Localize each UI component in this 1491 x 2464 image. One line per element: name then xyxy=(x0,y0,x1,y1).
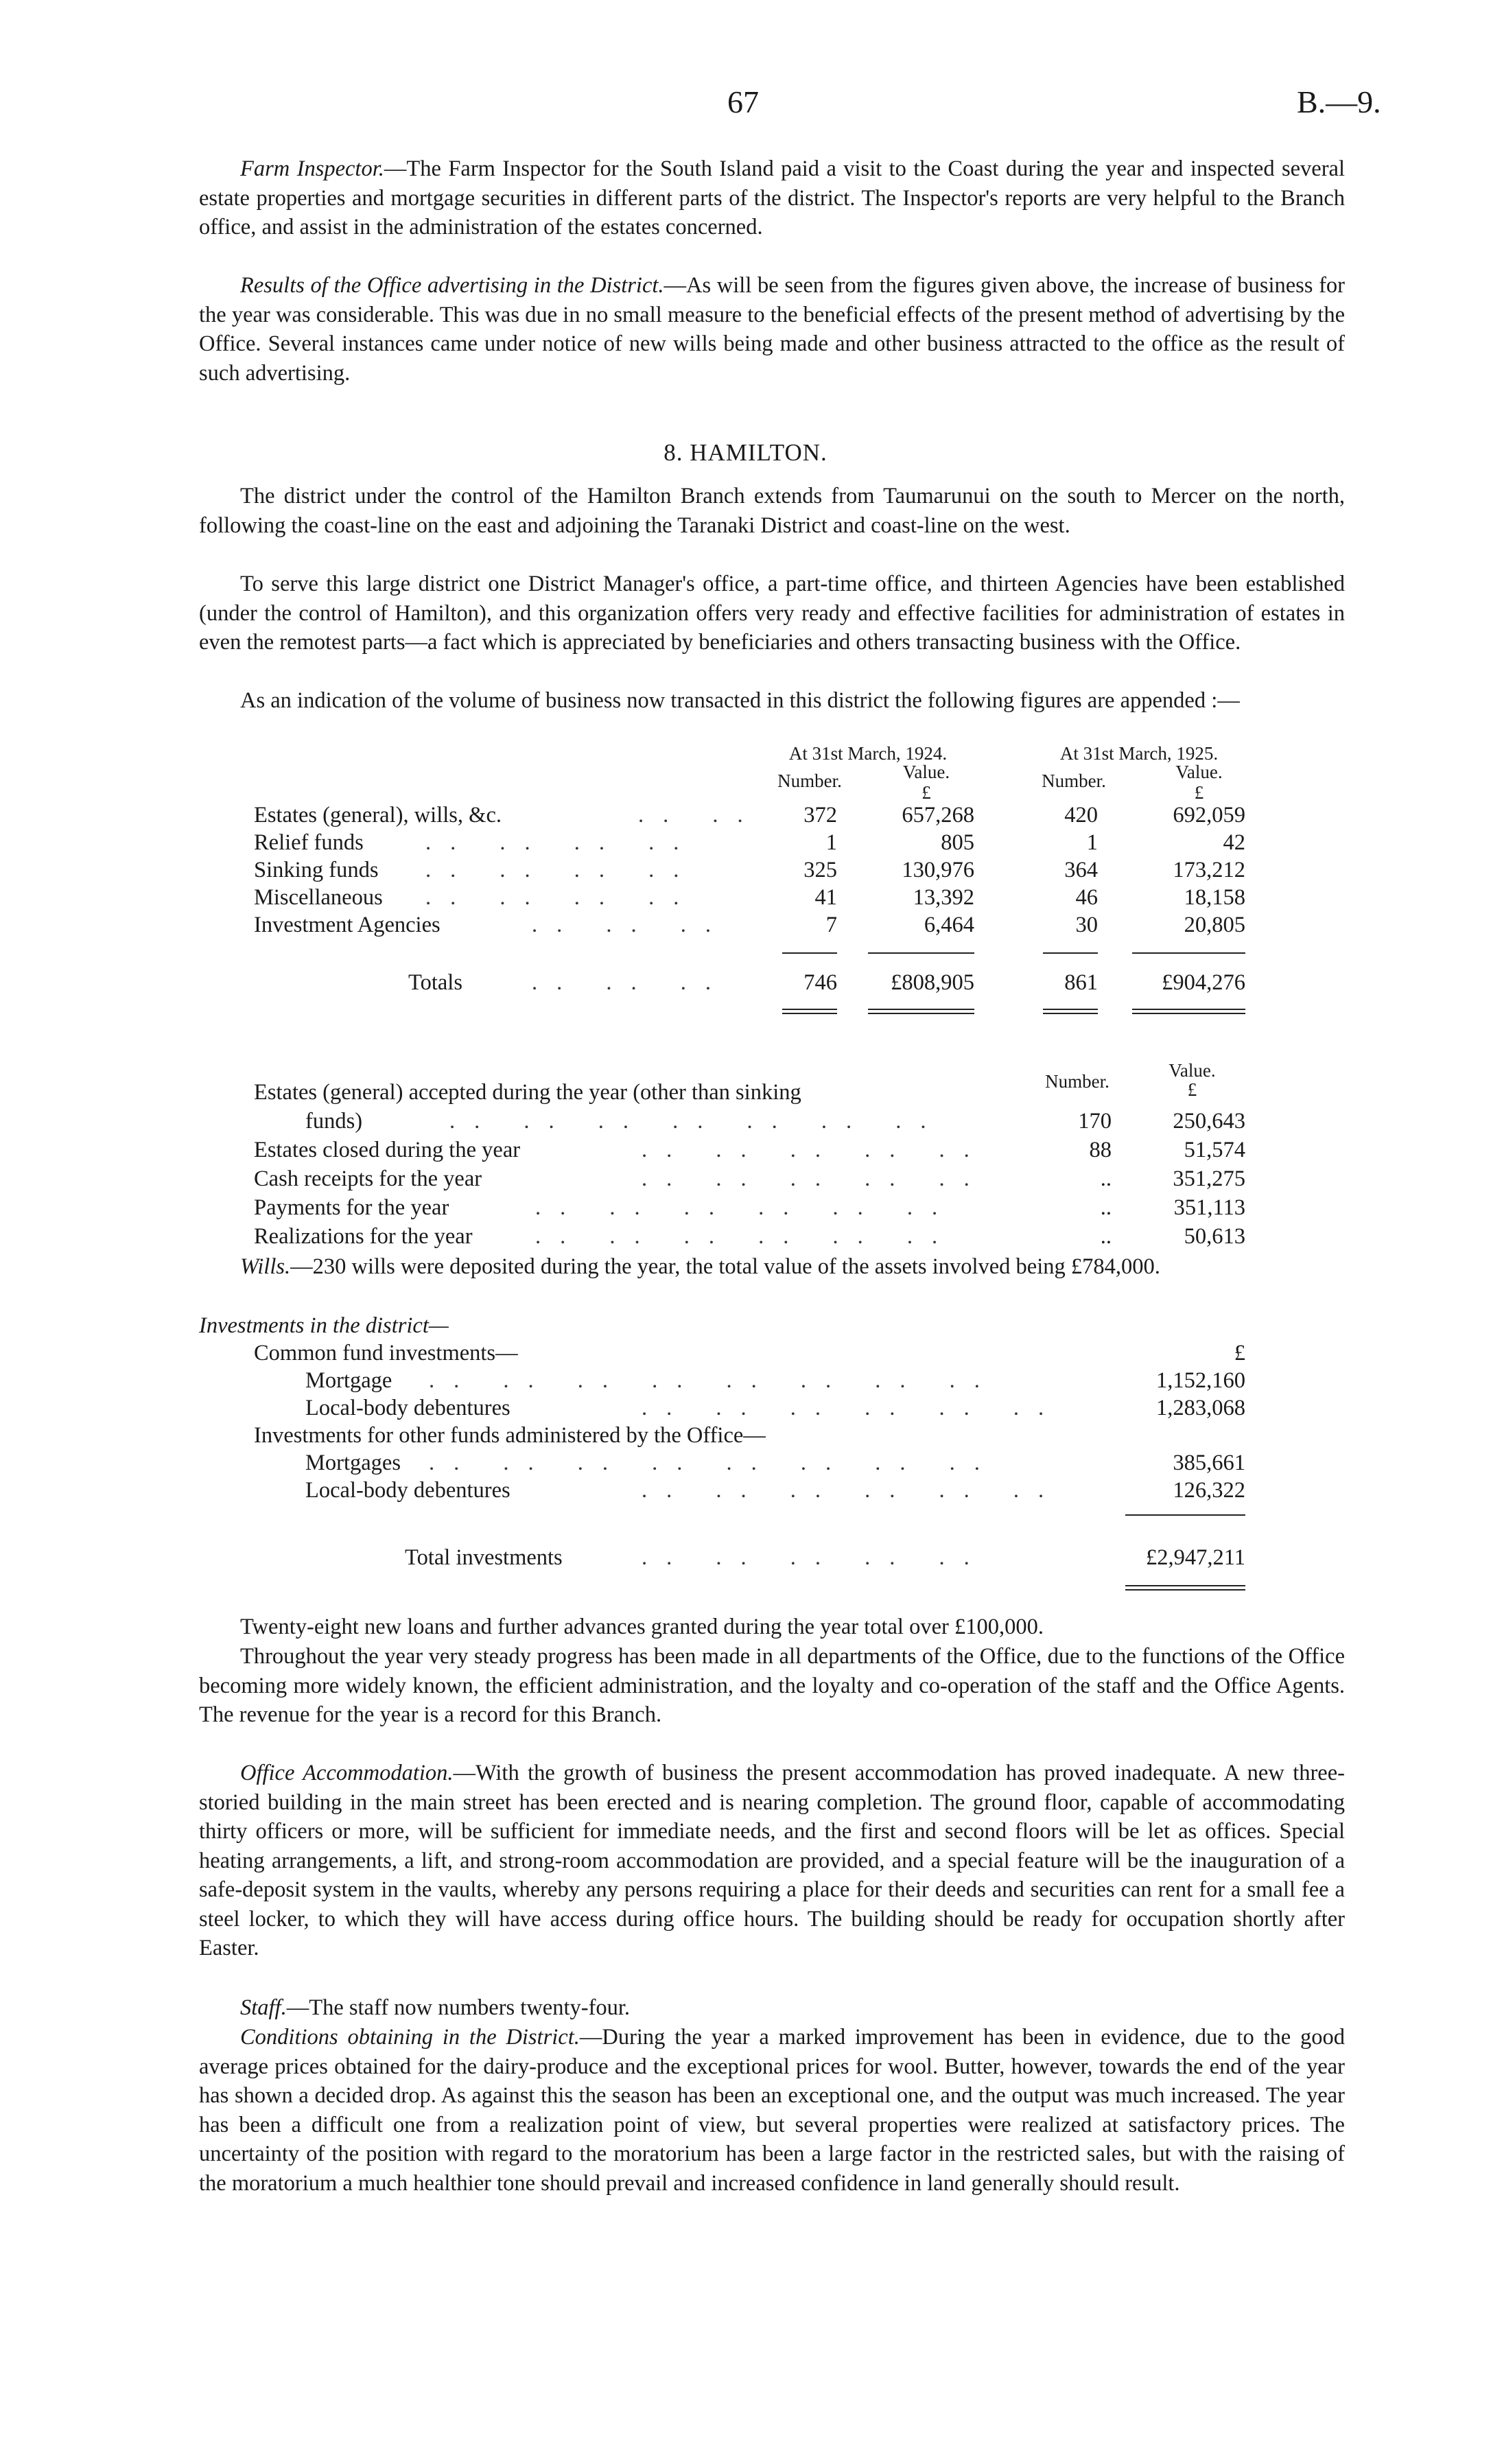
paragraph-text: Twenty-eight new loans and further advances granted during the year total over £100,000. xyxy=(240,1615,1044,1639)
section-heading: 8. HAMILTON. xyxy=(664,439,827,466)
number-1924: 325 xyxy=(803,858,837,882)
value-1925: 173,212 xyxy=(1173,858,1245,882)
total-value-1924: £808,905 xyxy=(891,970,974,995)
paragraph-text: —During the year a marked improvement has been in evidence, due to the good average prices obtained for the dairy-produce and the exceptional prices for wool. Butter, however, towards the end of the year has shown a decided drop. As against this the season has been an exceptional one, and the output was much increased. The year has been a difficult one from a realization point of view, but several properties were realized at satisfactory prices. The uncertainty of the position with regard to the moratorium has been a large factor in the restricted sales, but with the raising of the moratorium a much healthier tone should prevail and increased confidence in land generally should result. xyxy=(199,2025,1345,2196)
leader-dots: .. .. .. xyxy=(532,913,730,937)
total-number-1925: 861 xyxy=(1064,970,1098,995)
leader-dots: .. .. .. .. xyxy=(425,858,698,882)
number-header-1924: Number. xyxy=(777,771,842,791)
row-label: Cash receipts for the year xyxy=(254,1166,482,1191)
row-value: 385,661 xyxy=(1173,1451,1245,1475)
number-1925: 46 xyxy=(1075,885,1098,910)
district-paragraph-2: To serve this large district one District Manager's office, a part-time office, and thirteen Agencies have been established (under the control of Hamilton), and this organization offers very ready and effective facilities for administration of estates in even the remotest parts—a fact which is appreciated by beneficiaries and others transacting business with the Office. xyxy=(199,572,1345,655)
period-1925-header: At 31st March, 1925. xyxy=(1059,743,1219,764)
row-label: Sinking funds xyxy=(254,858,379,882)
leader-dots: .. .. xyxy=(638,803,762,828)
number-header-1925: Number. xyxy=(1042,771,1106,791)
currency-1925: £ xyxy=(1194,782,1204,803)
value-1924: 130,976 xyxy=(902,858,974,882)
leader-dots: .. .. .. .. .. .. xyxy=(535,1224,957,1249)
row-label: Mortgage xyxy=(305,1368,392,1393)
row-value: 351,113 xyxy=(1173,1195,1245,1220)
value-1924: 13,392 xyxy=(913,885,974,910)
paragraph-text: —As will be seen from the figures given above, the increase of business for the year was considerable. This was due in no small measure to the beneficial effects of the present method of advertising by the Office. Several instances came under notice of new wills being made and other business attracted to the office as the result of such advertising. xyxy=(199,273,1345,386)
leader-dots: .. .. .. .. .. xyxy=(642,1545,989,1570)
number-1925: 30 xyxy=(1075,913,1098,937)
farm-inspector-paragraph xyxy=(199,154,1345,242)
value-1924: 805 xyxy=(941,830,974,855)
row-number: .. xyxy=(1100,1224,1112,1249)
row-label: Mortgages xyxy=(305,1451,401,1475)
paragraph-lead: Results of the Office advertising in the District. xyxy=(240,273,664,298)
subtotal-rule xyxy=(1132,952,1245,954)
row-value: 1,283,068 xyxy=(1156,1396,1245,1420)
total-double-rule xyxy=(1043,1009,1098,1014)
subtotal-rule xyxy=(1125,1514,1245,1516)
value-1925: 18,158 xyxy=(1184,885,1245,910)
row-label: Miscellaneous xyxy=(254,885,383,910)
number-1924: 7 xyxy=(825,913,837,937)
value-header: Value. xyxy=(1169,1060,1216,1081)
total-number-1924: 746 xyxy=(803,970,837,995)
row-label-continued: funds) xyxy=(305,1109,363,1134)
row-value: 51,574 xyxy=(1184,1138,1245,1162)
common-fund-heading: Common fund investments— xyxy=(254,1341,518,1365)
office-accommodation-paragraph xyxy=(199,1759,1345,1963)
district-paragraph-1: The district under the control of the Hamilton Branch extends from Taumarunui on the south to Mercer on the north, following the coast-line on the east and adjoining the Taranaki District and coast-line on the west. xyxy=(199,484,1345,538)
value-header-1924: Value. xyxy=(902,762,950,782)
total-investments-value: £2,947,211 xyxy=(1145,1545,1245,1570)
loans-paragraph xyxy=(199,1612,1345,1642)
number-1925: 364 xyxy=(1064,858,1098,882)
leader-dots: .. .. .. xyxy=(532,970,730,995)
value-header-1925: Value. xyxy=(1175,762,1223,782)
paragraph-lead: Staff. xyxy=(240,1995,287,2020)
value-1925: 20,805 xyxy=(1184,913,1245,937)
staff-paragraph xyxy=(199,1993,1345,2023)
leader-dots: .. .. .. .. xyxy=(425,830,698,855)
row-value: 126,322 xyxy=(1173,1478,1245,1503)
row-number: 88 xyxy=(1089,1138,1112,1162)
leader-dots: .. .. .. .. .. .. xyxy=(535,1195,957,1220)
investments-title: Investments in the district— xyxy=(199,1313,449,1338)
advertising-paragraph xyxy=(199,271,1345,388)
total-investments-label: Total investments xyxy=(405,1545,563,1570)
row-label: Payments for the year xyxy=(254,1195,449,1220)
period-1924-header: At 31st March, 1924. xyxy=(788,743,948,764)
row-value: 250,643 xyxy=(1173,1109,1245,1134)
leader-dots: .. .. .. .. .. xyxy=(642,1166,989,1191)
row-value: 1,152,160 xyxy=(1156,1368,1245,1393)
district-paragraph-3: As an indication of the volume of business now transacted in this district the following figures are appended :— xyxy=(240,688,1240,713)
paragraph-lead: Office Accommodation. xyxy=(240,1761,454,1785)
currency-1924: £ xyxy=(921,782,931,803)
leader-dots: .. .. .. .. .. .. .. .. xyxy=(429,1368,999,1393)
number-1925: 1 xyxy=(1086,830,1098,855)
paragraph-text: —With the growth of business the present accommodation has proved inadequate. A new three-storied building in the main street has been erected and is nearing completion. The ground floor, capable of accommodating thirty officers or more, will be sufficient for immediate needs, and the first and second floors will be let as offices. Special heating arrangements, a lift, and strong-room accommodation are provided, and a special feature will be the inauguration of a safe-deposit system in the vaults, whereby any persons requiring a place for their deeds and securities can rent for a small fee a steel locker, to which they will have access during office hours. The building should be ready for occupation shortly after Easter. xyxy=(199,1761,1345,1960)
paragraph-text: Throughout the year very steady progress has been made in all departments of the Office, due to the functions of the Office becoming more widely known, the efficient administration, and the loyalty and co-operation of the staff and the Office Agents. The revenue for the year is a record for this Branch. xyxy=(199,1644,1345,1727)
total-value-1925: £904,276 xyxy=(1162,970,1245,995)
totals-label: Totals xyxy=(408,970,462,995)
value-1925: 692,059 xyxy=(1173,803,1245,828)
row-label: Investment Agencies xyxy=(254,913,441,937)
paragraph-lead: Wills. xyxy=(240,1254,291,1279)
paragraph-lead: Farm Inspector. xyxy=(240,156,384,181)
leader-dots: .. .. .. .. .. .. .. .. xyxy=(429,1451,999,1475)
row-value: 351,275 xyxy=(1173,1166,1245,1191)
row-number: .. xyxy=(1100,1166,1112,1191)
progress-paragraph xyxy=(199,1642,1345,1730)
leader-dots: .. .. .. .. .. .. xyxy=(642,1396,1064,1420)
currency: £ xyxy=(1234,1341,1245,1365)
value-1924: 657,268 xyxy=(902,803,974,828)
currency: £ xyxy=(1187,1079,1197,1100)
paragraph-text: —230 wills were deposited during the year, the total value of the assets involved being £784,000. xyxy=(290,1254,1160,1279)
row-label: Local-body debentures xyxy=(305,1396,510,1420)
row-label: Relief funds xyxy=(254,830,364,855)
conditions-paragraph xyxy=(199,2023,1345,2198)
row-label: Estates closed during the year xyxy=(254,1138,521,1162)
row-label: Local-body debentures xyxy=(305,1478,510,1503)
value-1925: 42 xyxy=(1223,830,1245,855)
number-header: Number. xyxy=(1045,1071,1110,1092)
subtotal-rule xyxy=(782,952,837,954)
number-1925: 420 xyxy=(1064,803,1098,828)
document-reference: B.—9. xyxy=(1297,84,1381,119)
other-funds-heading: Investments for other funds administered by the Office— xyxy=(254,1423,766,1448)
row-label: Estates (general), wills, &c. xyxy=(254,803,502,828)
total-double-rule xyxy=(868,1009,974,1014)
number-1924: 1 xyxy=(825,830,837,855)
total-double-rule xyxy=(782,1009,837,1014)
paragraph-lead: Conditions obtaining in the District. xyxy=(240,2025,580,2050)
row-label: Realizations for the year xyxy=(254,1224,473,1249)
leader-dots: .. .. .. .. .. .. .. xyxy=(449,1109,946,1134)
number-1924: 372 xyxy=(803,803,837,828)
paragraph-text: —The staff now numbers twenty-four. xyxy=(286,1995,631,2020)
subtotal-rule xyxy=(868,952,974,954)
value-1924: 6,464 xyxy=(924,913,974,937)
row-number: .. xyxy=(1100,1195,1112,1220)
paragraph-text: —The Farm Inspector for the South Island paid a visit to the Coast during the year and inspected several estate properties and mortgage securities in different parts of the district. The Inspector's reports are very helpful to the Branch office, and assist in the administration of the estates concerned. xyxy=(199,156,1345,239)
total-double-rule xyxy=(1132,1009,1245,1014)
subtotal-rule xyxy=(1043,952,1098,954)
row-value: 50,613 xyxy=(1184,1224,1245,1249)
page-number: 67 xyxy=(727,84,759,119)
wills-paragraph xyxy=(199,1252,1345,1282)
leader-dots: .. .. .. .. .. .. xyxy=(642,1478,1064,1503)
row-number: 170 xyxy=(1078,1109,1112,1134)
leader-dots: .. .. .. .. .. xyxy=(642,1138,989,1162)
total-double-rule xyxy=(1125,1585,1245,1591)
number-1924: 41 xyxy=(814,885,837,910)
row-label: Estates (general) accepted during the year (other than sinking xyxy=(254,1080,801,1105)
leader-dots: .. .. .. .. xyxy=(425,885,698,910)
